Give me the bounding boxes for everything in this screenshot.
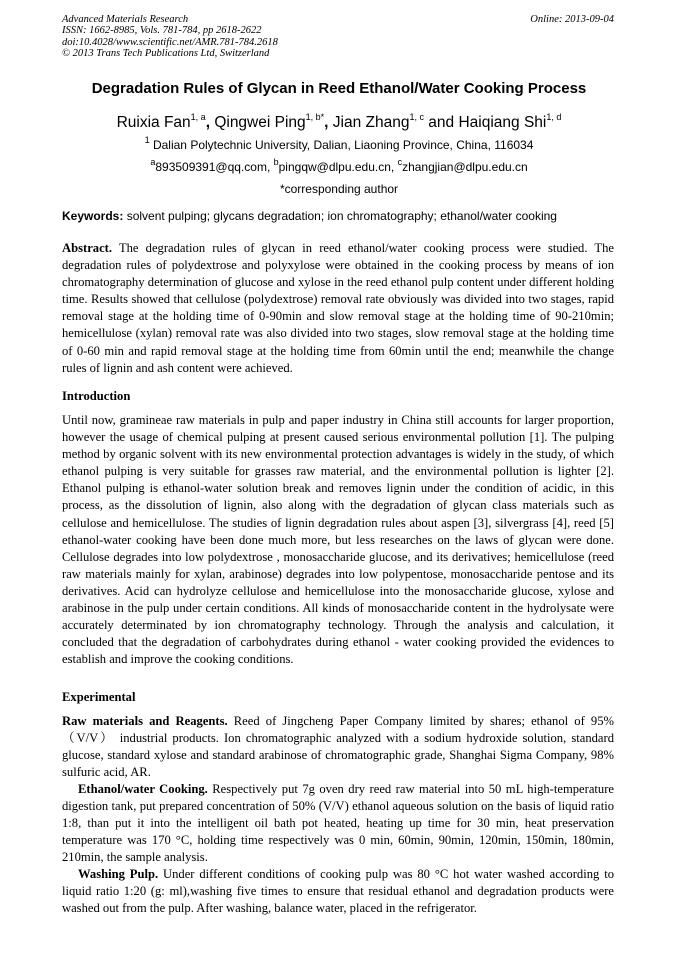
author-superscript: 1, b* [305,111,325,122]
keywords [62,209,622,224]
author-name: Haiqiang Shi [458,114,547,131]
cooking-label: Ethanol/water Cooking. [78,782,208,796]
author-name: Qingwei Ping [214,114,306,131]
experimental-heading: Experimental [62,690,136,704]
keywords-text: solvent pulping; glycans degradation; ion chromatography; ethanol/water cooking [123,209,557,223]
washing-label: Washing Pulp. [78,867,159,881]
doi-line: doi:10.4028/www.scientific.net/AMR.781-784.2618 [62,36,278,48]
abstract [62,240,614,377]
author-superscript: 1, d [546,111,562,122]
keywords-label: Keywords: [62,209,124,223]
email-superscript: b [273,157,279,167]
copyright-line: © 2013 Trans Tech Publications Ltd, Switzerland [62,48,270,60]
raw-materials-text: Reed of Jingcheng Paper Company limited by shares; ethanol of 95% （V/V） industrial products. Ion chromatographic analyzed with a sodium hydroxide solution, standard glucose, standard xylose and standard arabinose of chromatographic grade, Shanghai Sigma Company, 98% sulfuric acid, AR. [62,714,614,780]
cooking-paragraph [62,781,614,866]
affiliation-superscript: 1 [144,135,150,145]
journal-header [62,14,278,60]
email-address: pingqw@dlpu.edu.cn, [278,160,398,174]
email-superscript: c [397,157,403,167]
abstract-text: The degradation rules of glycan in reed ethanol/water cooking process were studied. The degradation rules of polydextrose and polyxylose were obtained in the cooking process by means of ion chromatography determination of glucose and xylose in the reed ethanol pulp content under different holding time. Results showed that cellulose (polydextrose) removal rate obviously was divided into two stages, rapid removal stage at the holding time of 0-90min and slow removal stage at the holding time of 90-210min; hemicellulose (xylan) removal rate was also divided into two stages, slow removal stage at the holding time of 0-60 min and rapid removal stage at the holding time from 60min until the end; meanwhile the change rules of lignin and ash content were achieved. [62,241,614,375]
raw-materials-paragraph [62,713,614,781]
affiliation-text: Dalian Polytechnic University, Dalian, Liaoning Province, China, 116034 [149,138,534,152]
author-list [40,113,638,133]
abstract-label: Abstract. [62,241,113,255]
email-address: 893509391@qq.com, [155,160,274,174]
author-separator: , [324,114,333,131]
introduction-heading: Introduction [62,389,131,403]
email-superscript: a [150,157,156,167]
email-list [40,157,638,175]
email-address: zhangjian@dlpu.edu.cn [402,160,528,174]
affiliation [40,135,638,153]
issn-line: ISSN: 1662-8985, Vols. 781-784, pp 2618-2622 [62,25,262,37]
raw-materials-label: Raw materials and Reagents. [62,714,228,728]
author-separator: , [205,114,215,131]
author-separator: and [424,114,459,131]
paper-title: Degradation Rules of Glycan in Reed Ethanol/Water Cooking Process [91,80,587,97]
author-name: Ruixia Fan [116,114,191,131]
washing-text: Under different conditions of cooking pulp was 80 °C hot water washed according to liquid ratio 1:20 (g: ml),washing five times to ensure that residual ethanol and degradation products were washed out from the pulp. After washing, balance water, placed in the refrigerator. [62,867,614,916]
author-name: Jian Zhang [332,114,410,131]
introduction-paragraph: Until now, gramineae raw materials in pulp and paper industry in China still accounts for larger proportion, however the usage of chemical pulping at present caused serious environmental pollution [1]. The pulping method by organic solvent with its new environmental protection advantages is widely in the study, of which ethanol pulping is very suitable for grasses raw material, and the environmental pollution is lighter [2]. Ethanol pulping is ethanol-water solution break and removes lignin under the condition of acidic, in this process, as the dissolution of lignin, also along with the degradation of glycan class materials such as cellulose and hemicellulose. The studies of lignin degradation rules about aspen [3], silvergrass [4], reed [5] ethanol-water cooking have been done much more, but less researches on the laws of glycan were done. Cellulose degrades into low polydextrose , monosaccharide glucose, and its derivatives; hemicellulose (reed raw materials mainly for xylan, arabinose) degrades into low polypentose, monosaccharide pentose and its derivatives. Acid can hydrolyze cellulose and hemicellulose into the monosaccharide glucose, xylose and arabinose in the pulp under certain conditions. All kinds of monosaccharide content in the hydrolysate were accurately determinated by ion chromatography technology. Through the analysis and calculation, it concluded that the degradation of carbohydrates during ethanol - water cooking provided the evidences to establish and improve the cooking conditions. [62,413,614,667]
author-superscript: 1, c [409,111,424,122]
journal-name: Advanced Materials Research [62,14,189,25]
washing-paragraph [62,866,614,917]
cooking-text: Respectively put 7g oven dry reed raw material into 50 mL high-temperature digestion tank, put prepared concentration of 50% (V/V) ethanol aqueous solution on the basis of liquid ratio 1:8, than put it into the intelligent oil bath pot heated, heating up time for 30 min, heat preservation temperature was 170 °C, holding time respectively was 0 min, 60min, 90min, 120min, 150min, 180min, 210min, the sample analysis. [62,782,614,865]
corresponding-note: *corresponding author [279,182,399,196]
online-date: Online: 2013-09-04 [530,14,614,25]
author-superscript: 1, a [190,111,206,122]
